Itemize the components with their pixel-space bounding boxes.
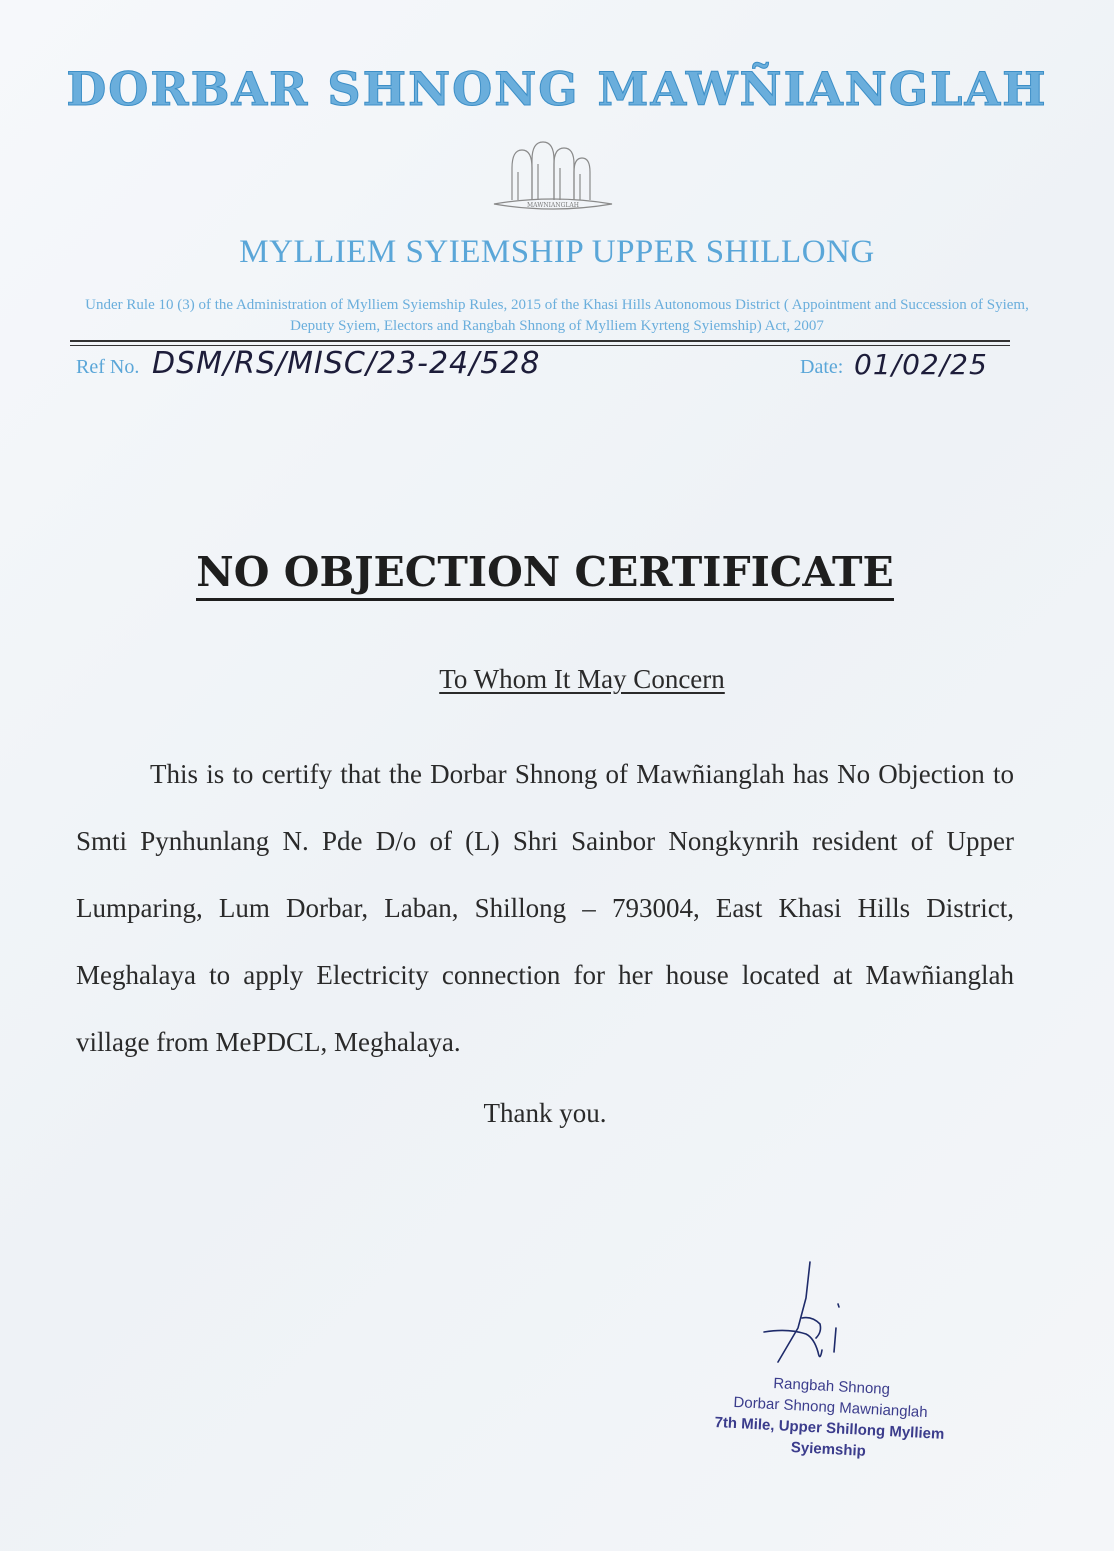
emblem-logo	[488, 138, 618, 218]
certificate-title	[0, 548, 1090, 596]
stamp-line-org: Dorbar Shnong Mawnianglah	[733, 1393, 929, 1422]
legal-rule-text: Under Rule 10 (3) of the Administration of Mylliem Syiemship Rules, 2015 of the Khasi Hills Autonomous District ( Appointment and Succession of Syiem, Deputy Syiem, Electors and Rangbah Shnong of Mylliem Kyrteng Syiemship) Act, 2007	[85, 297, 1029, 334]
salutation-text: To Whom It May Concern	[439, 664, 725, 694]
signature-icon	[758, 1258, 858, 1373]
header-divider	[70, 340, 1010, 342]
certificate-body: This is to certify that the Dorbar Shnong of Mawñianglah has No Objection to Smti Pynhunlang N. Pde D/o of (L) Shri Sainbor Nongkynrih resident of Upper Lumparing, Lum Dorbar, Laban, Shillong – 793004, East Khasi Hills District, Meghalaya to apply Electricity connection for her house located at Mawñianglah village from MePDCL, Meghalaya.	[76, 759, 1014, 1057]
certificate-title-text: NO OBJECTION CERTIFICATE	[196, 548, 893, 601]
date-handwritten: 01/02/25	[854, 348, 988, 381]
emblem-text: MAWNIANGLAH	[527, 202, 579, 209]
salutation	[0, 664, 1114, 695]
official-stamp	[678, 1368, 982, 1468]
syiemship-heading: MYLLIEM SYIEMSHIP UPPER SHILLONG	[239, 234, 875, 270]
organization-name: DORBAR SHNONG MAWÑIANGLAH	[66, 62, 1048, 116]
stamp-line-address: 7th Mile, Upper Shillong Mylliem Syiemship	[714, 1413, 945, 1460]
ref-number-handwritten: DSM/RS/MISC/23-24/528	[152, 346, 541, 381]
ref-label: Ref No.	[76, 356, 140, 378]
date-label: Date:	[800, 356, 844, 378]
closing-text: Thank you.	[483, 1098, 607, 1128]
stamp-line-title: Rangbah Shnong	[772, 1374, 891, 1399]
